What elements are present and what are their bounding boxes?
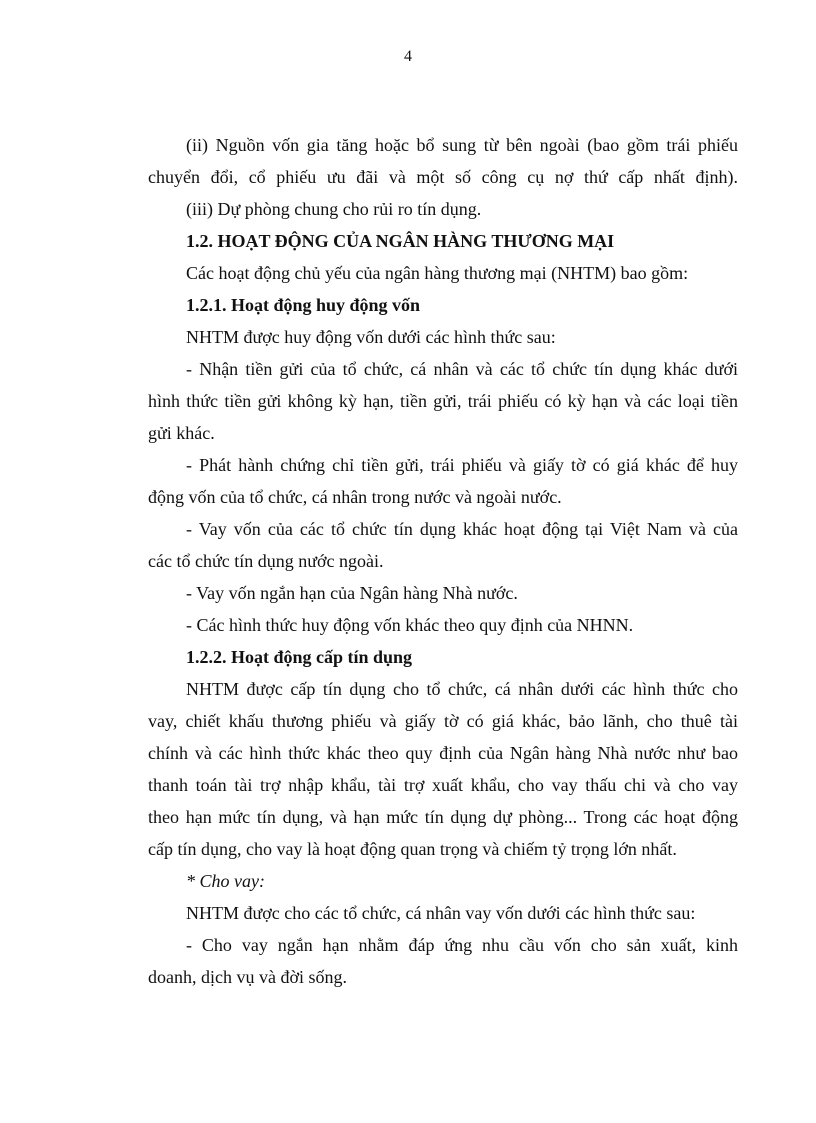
text-line: (iii) Dự phòng chung cho rủi ro tín dụng.	[186, 199, 482, 219]
subsection-heading: 1.2.2. Hoạt động cấp tín dụng	[186, 647, 413, 667]
text-line: thanh toán tài trợ nhập khẩu, tài trợ xuất khẩu, cho vay thấu chi và cho vay	[148, 775, 738, 795]
text-line: - Các hình thức huy động vốn khác theo quy định của NHNN.	[186, 615, 634, 635]
text-line: các tổ chức tín dụng nước ngoài.	[148, 551, 384, 571]
text-line: gửi khác.	[148, 423, 215, 443]
page-number: 4	[404, 48, 412, 65]
text-line: - Nhận tiền gửi của tổ chức, cá nhân và các tổ chức tín dụng khác dưới	[186, 359, 738, 379]
text-line: NHTM được cho các tổ chức, cá nhân vay vốn dưới các hình thức sau:	[186, 903, 696, 923]
text-line: (ii) Nguồn vốn gia tăng hoặc bổ sung từ bên ngoài (bao gồm trái phiếu	[186, 135, 738, 155]
text-line: - Vay vốn của các tổ chức tín dụng khác hoạt động tại Việt Nam và của	[186, 519, 738, 539]
text-line: hình thức tiền gửi không kỳ hạn, tiền gửi, trái phiếu có kỳ hạn và các loại tiền	[148, 391, 738, 411]
text-line: - Cho vay ngắn hạn nhằm đáp ứng nhu cầu vốn cho sản xuất, kinh	[186, 935, 738, 955]
text-line: - Phát hành chứng chỉ tiền gửi, trái phiếu và giấy tờ có giá khác để huy	[186, 455, 738, 475]
text-line: chính và các hình thức khác theo quy định của Ngân hàng Nhà nước như bao	[148, 743, 738, 763]
text-line: NHTM được cấp tín dụng cho tổ chức, cá nhân dưới các hình thức cho	[186, 679, 738, 699]
text-line: doanh, dịch vụ và đời sống.	[148, 967, 347, 987]
subsection-heading: 1.2.1. Hoạt động huy động vốn	[186, 295, 421, 315]
text-line: vay, chiết khấu thương phiếu và giấy tờ có giá khác, bảo lãnh, cho thuê tài	[148, 711, 738, 731]
italic-heading: * Cho vay:	[186, 871, 265, 891]
text-line: - Vay vốn ngắn hạn của Ngân hàng Nhà nước.	[186, 583, 518, 603]
text-line: NHTM được huy động vốn dưới các hình thức sau:	[186, 327, 556, 347]
text-line: động vốn của tổ chức, cá nhân trong nước và ngoài nước.	[148, 487, 562, 507]
section-heading: 1.2. HOẠT ĐỘNG CỦA NGÂN HÀNG THƯƠNG MẠI	[186, 231, 615, 251]
text-line: theo hạn mức tín dụng, và hạn mức tín dụng dự phòng... Trong các hoạt động	[148, 807, 738, 827]
text-line: chuyển đổi, cổ phiếu ưu đãi và một số công cụ nợ thứ cấp nhất định).	[148, 167, 738, 187]
text-line: Các hoạt động chủ yếu của ngân hàng thương mại (NHTM) bao gồm:	[186, 263, 689, 283]
text-line: cấp tín dụng, cho vay là hoạt động quan trọng và chiếm tỷ trọng lớn nhất.	[148, 839, 677, 859]
